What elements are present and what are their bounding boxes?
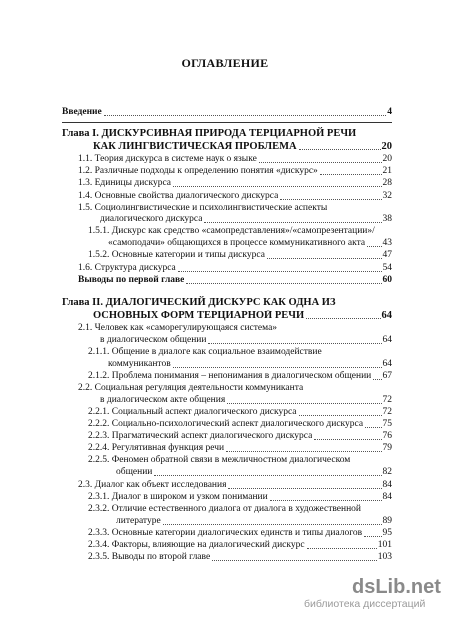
toc-entry-text: ОСНОВНЫХ ФОРМ ТЕРЦИАРНОЙ РЕЧИ [93,310,305,321]
toc-entry [88,528,392,539]
toc-entry-text: Выводы по первой главе [78,275,185,285]
toc-leader [320,174,382,175]
toc-entry-page: 64 [382,359,392,369]
toc-entry-page: 21 [382,166,392,176]
toc-entry-text: 2.2.3. Прагматический аспект диалогического дискурса [88,431,313,441]
toc-entry-text: 1.3. Единицы дискурса [78,178,172,188]
toc-entry-page: 101 [377,540,392,550]
toc-entry-page: 103 [377,552,392,562]
toc-entry-page: 82 [382,467,392,477]
toc-entry [78,263,392,274]
toc-entry-page: 38 [382,214,392,224]
toc-entry [88,419,392,430]
toc-leader [299,149,381,150]
toc-entry-page: 4 [387,107,392,117]
toc-entry [88,407,392,418]
toc-entry [78,275,392,286]
toc-entry-page: 20 [382,154,392,164]
toc-entry-page: 28 [382,178,392,188]
toc-entry-page: 67 [382,371,392,381]
toc-entry [93,141,392,152]
toc-leader [212,560,377,561]
toc-entry-text: 2.3.1. Диалог в широком и узком понимании [88,492,268,502]
toc-leader [280,199,381,200]
toc-entry-page: 20 [381,141,392,152]
toc-leader [299,415,382,416]
toc-entry [108,359,392,370]
toc-entry-page: 54 [382,263,392,273]
toc-entry-text: 1.5.2. Основные категории и типы дискурса [88,250,265,260]
toc-entry [88,492,392,503]
toc-entry-text: 1.4. Основные свойства диалогического дискурса [78,191,279,201]
toc-entry [116,516,392,527]
toc-entry [62,107,392,118]
toc-entry-text: 2.3.2. Отличие естественного диалога от диалога в художественной [88,504,361,514]
toc-entry-text: «самоподачи» общающихся в процессе коммуникативного акта [108,238,366,248]
page-title: ОГЛАВЛЕНИЕ [181,56,269,70]
toc-entry [100,214,392,225]
toc-leader [227,403,381,404]
toc-leader [307,548,377,549]
chapter-heading: Глава II. ДИАЛОГИЧЕСКИЙ ДИСКУРС КАК ОДНА ИЗ [62,297,336,308]
toc-entry-text: общении [116,467,153,477]
toc-leader [365,427,381,428]
toc-entry-text: 1.5. Социолингвистические и психолингвистические аспекты [78,203,328,213]
toc-leader [364,536,381,537]
toc-leader [373,379,381,380]
toc-entry-text: 2.3.5. Выводы по второй главе [88,552,211,562]
watermark-logo [352,576,441,599]
toc-entry-text: в диалогическом общении [100,335,207,345]
toc-leader [306,318,380,319]
toc-leader [314,439,381,440]
toc-entry-text: 1.1. Теория дискурса в системе наук о языке [78,154,257,164]
toc-leader [259,162,382,163]
toc-entry [78,480,392,491]
toc-entry [88,540,392,551]
toc-entry-text: 1.6. Структура дискурса [78,263,176,273]
toc-entry [88,371,392,382]
toc-entry [100,395,392,406]
toc-leader [173,367,382,368]
toc-entry [78,154,392,165]
toc-leader [173,186,381,187]
toc-entry-page: 75 [382,419,392,429]
toc-entry [93,310,392,321]
toc-leader [178,271,382,272]
toc-entry-page: 43 [382,238,392,248]
toc-entry-text: КАК ЛИНГВИСТИЧЕСКАЯ ПРОБЛЕМА [93,141,297,152]
toc-leader [186,283,381,284]
toc-entry-page: 89 [382,516,392,526]
toc-entry [116,467,392,478]
toc-entry [78,166,392,177]
toc-entry-page: 76 [382,431,392,441]
toc-entry-text: 2.3.3. Основные категории диалогических единств и типы диалогов [88,528,363,538]
toc-leader [104,115,387,116]
watermark-subtitle: библиотека диссертаций [304,598,426,610]
toc-entry-text: 2.3.4. Факторы, влияющие на диалогический дискурс [88,540,305,550]
toc-entry-text: 1.5.1. Дискурс как средство «самопредставления»/«самопрезентации»/ [88,226,375,236]
toc-entry [88,552,392,563]
toc-entry [78,191,392,202]
toc-entry-text: 2.2.4. Регулятивная функция речи [88,443,225,453]
toc-entry-text: 2.1.1. Общение в диалоге как социальное взаимодействие [88,347,322,357]
toc-entry-page: 64 [382,335,392,345]
toc-entry-page: 84 [382,480,392,490]
toc-leader [226,451,381,452]
toc-entry [108,238,392,249]
toc-leader [163,524,382,525]
chapter-heading: Глава I. ДИСКУРСИВНАЯ ПРИРОДА ТЕРЦИАРНОЙ РЕЧИ [62,128,357,139]
toc-entry-text: 1.2. Различные подходы к определению понятия «дискурс» [78,166,318,176]
toc-entry [88,431,392,442]
watermark-logo-text: dsLib.net [352,576,441,598]
toc-entry [78,178,392,189]
toc-entry [88,443,392,454]
toc-leader [228,488,381,489]
toc-entry-page: 47 [382,250,392,260]
toc-entry-text: 2.1. Человек как «саморегулирующаяся система» [78,323,278,333]
toc-entry [100,335,392,346]
toc-entry-page: 95 [382,528,392,538]
toc-entry-page: 72 [382,395,392,405]
toc-entry-page: 32 [382,191,392,201]
toc-entry-text: литературе [116,516,161,526]
toc-leader [154,475,381,476]
toc-entry-text: Введение [62,107,102,117]
toc-entry-page: 64 [381,310,392,321]
toc-entry-text: в диалогическом акте общения [100,395,226,405]
toc-leader [270,500,382,501]
toc-entry-text: 2.1.2. Проблема понимания – непонимания в диалогическом общении [88,371,372,381]
toc-leader [267,258,382,259]
toc-leader [367,246,381,247]
divider [62,122,392,123]
toc-entry-text: коммуникантов [108,359,171,369]
toc-entry-text: 2.2.2. Социально-психологический аспект диалогического дискурса [88,419,364,429]
toc-entry-text: 2.2. Социальная регуляция деятельности коммуниканта [78,383,304,393]
toc-entry-page: 72 [382,407,392,417]
toc-leader [204,222,381,223]
toc-entry-text: диалогического дискурса [100,214,203,224]
toc-entry-page: 84 [382,492,392,502]
toc-entry-text: 2.2.1. Социальный аспект диалогического дискурса [88,407,297,417]
toc-entry-text: 2.3. Диалог как объект исследования [78,480,227,490]
toc-leader [208,343,381,344]
toc-entry-page: 79 [382,443,392,453]
toc-entry-page: 60 [382,275,392,285]
toc-entry [88,250,392,261]
toc-entry-text: 2.2.5. Феномен обратной связи в межличностном диалогическом [88,455,351,465]
